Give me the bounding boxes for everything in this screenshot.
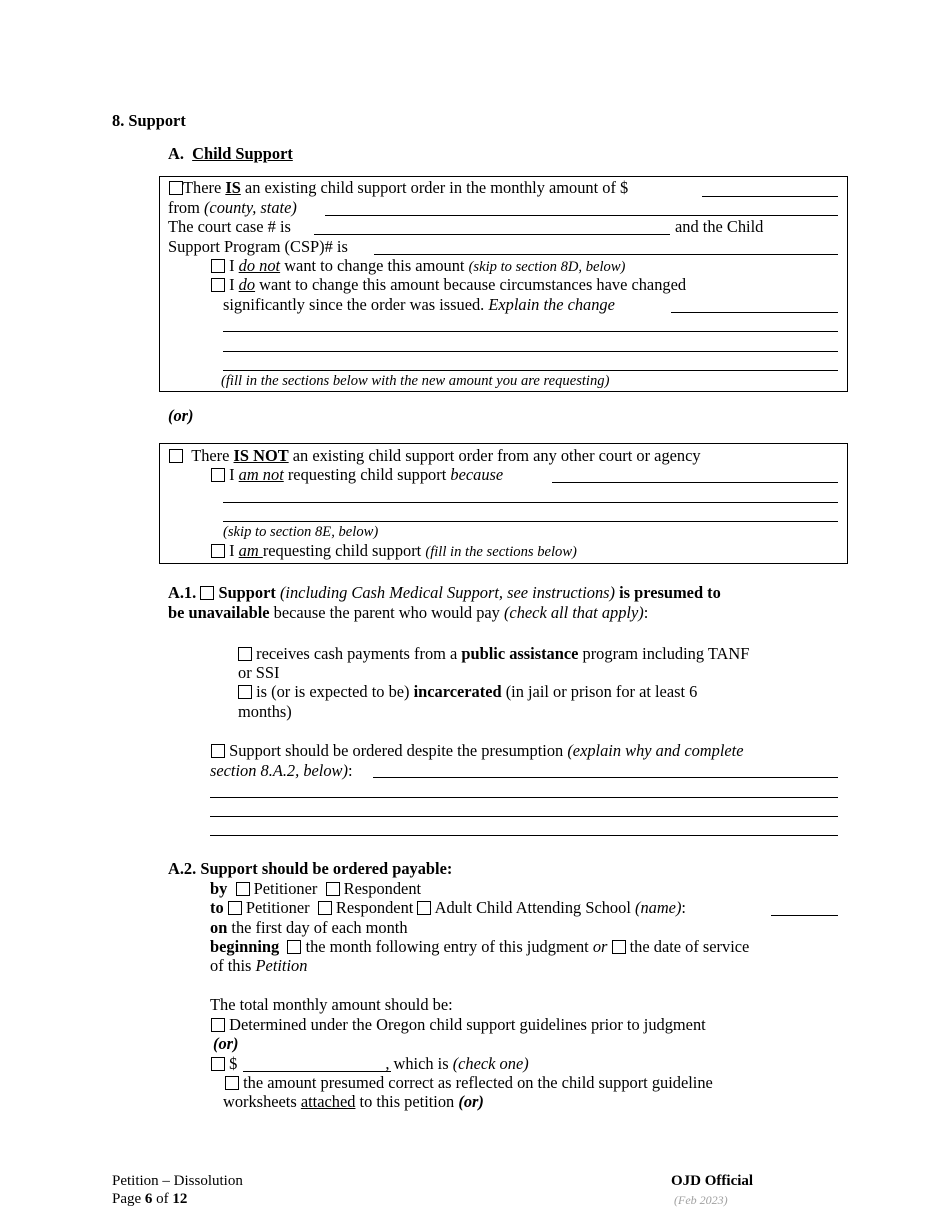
change-checkbox[interactable] xyxy=(211,278,225,292)
footer-date: (Feb 2023) xyxy=(674,1193,728,1207)
child-support-label: and the Child xyxy=(675,217,764,236)
existing-order-row: There IS an existing child support order in the monthly amount of $ xyxy=(169,178,628,198)
to-adult-child-checkbox[interactable] xyxy=(417,901,431,915)
explain-change-line[interactable] xyxy=(223,331,838,332)
beginning-cont: of this Petition xyxy=(210,956,308,975)
footer-page-number: Page 6 of 12 xyxy=(112,1191,188,1207)
county-state-field[interactable] xyxy=(325,215,838,216)
support-unavailable-checkbox[interactable] xyxy=(200,586,214,600)
a1-heading-line2: be unavailable because the parent who would pay (check all that apply): xyxy=(168,603,649,622)
month-following-checkbox[interactable] xyxy=(287,940,301,954)
not-requesting-checkbox[interactable] xyxy=(211,468,225,482)
dollar-amount-checkbox[interactable] xyxy=(211,1057,225,1071)
by-respondent-checkbox[interactable] xyxy=(326,882,340,896)
despite-presumption-checkbox[interactable] xyxy=(211,744,225,758)
incarcerated-cont: months) xyxy=(238,702,292,721)
explain-change-line[interactable] xyxy=(223,351,838,352)
guidelines-option: Determined under the Oregon child support guidelines prior to judgment xyxy=(211,1015,706,1035)
monthly-amount-field[interactable] xyxy=(702,196,838,197)
footer-official: OJD Official xyxy=(671,1173,754,1189)
adult-child-name-field[interactable] xyxy=(771,915,838,916)
subsection-a-heading: A. Child Support xyxy=(168,144,293,163)
existing-order-checkbox[interactable] xyxy=(169,181,183,195)
explain-why-line[interactable] xyxy=(210,797,838,798)
guidelines-checkbox[interactable] xyxy=(211,1018,225,1032)
despite-presumption-option: Support should be ordered despite the presumption (explain why and complete xyxy=(211,741,744,761)
by-petitioner-checkbox[interactable] xyxy=(236,882,250,896)
reason-line[interactable] xyxy=(223,502,838,503)
to-petitioner-checkbox[interactable] xyxy=(228,901,242,915)
public-assistance-checkbox[interactable] xyxy=(238,647,252,661)
presumed-correct-option: the amount presumed correct as reflected on the child support guideline xyxy=(225,1073,713,1093)
public-assistance-cont: or SSI xyxy=(238,663,280,682)
footer-doc-title: Petition – Dissolution xyxy=(112,1173,243,1189)
incarcerated-checkbox[interactable] xyxy=(238,685,252,699)
new-amount-note: (fill in the sections below with the new amount you are requesting) xyxy=(221,373,610,389)
no-change-option: I do not want to change this amount (skip to section 8D, below) xyxy=(211,256,625,277)
county-state-label: from (county, state) xyxy=(168,198,297,217)
explain-why-field[interactable] xyxy=(373,777,838,778)
or-separator: (or) xyxy=(213,1034,239,1053)
section-heading: 8. Support xyxy=(112,111,186,130)
not-requesting-option: I am not requesting child support because xyxy=(211,465,503,485)
presumed-correct-cont: worksheets attached to this petition (or) xyxy=(223,1092,484,1111)
requesting-option: I am requesting child support (fill in the sections below) xyxy=(211,541,577,562)
incarcerated-option: is (or is expected to be) incarcerated (in jail or prison for at least 6 xyxy=(238,682,697,702)
payable-on-row: on the first day of each month xyxy=(210,918,408,937)
no-order-checkbox[interactable] xyxy=(169,449,183,463)
court-case-field[interactable] xyxy=(314,234,670,235)
total-amount-label: The total monthly amount should be: xyxy=(210,995,453,1014)
no-order-row: There IS NOT an existing child support order from any other court or agency xyxy=(169,446,701,466)
court-case-label: The court case # is xyxy=(168,217,291,236)
despite-presumption-cont: section 8.A.2, below): xyxy=(210,761,353,780)
a1-heading: A.1. Support (including Cash Medical Support, see instructions) is presumed to xyxy=(168,583,721,602)
dollar-amount-option: $ , which is (check one) xyxy=(211,1054,529,1074)
a2-heading: A.2. Support should be ordered payable: xyxy=(168,859,453,878)
explain-change-field[interactable] xyxy=(671,312,838,313)
dollar-amount-field[interactable] xyxy=(243,1071,391,1072)
payable-by-row: by Petitioner Respondent xyxy=(210,879,422,898)
reason-field[interactable] xyxy=(552,482,838,483)
public-assistance-option: receives cash payments from a public assistance program including TANF xyxy=(238,644,749,664)
explain-why-line[interactable] xyxy=(210,835,838,836)
beginning-row: beginning the month following entry of this judgment or the date of service xyxy=(210,937,750,956)
change-option: I do want to change this amount because circumstances have changed xyxy=(211,275,686,295)
date-of-service-checkbox[interactable] xyxy=(612,940,626,954)
explain-why-line[interactable] xyxy=(210,816,838,817)
csp-label: Support Program (CSP)# is xyxy=(168,237,348,256)
presumed-correct-checkbox[interactable] xyxy=(225,1076,239,1090)
requesting-checkbox[interactable] xyxy=(211,544,225,558)
skip-note: (skip to section 8E, below) xyxy=(223,524,379,540)
to-respondent-checkbox[interactable] xyxy=(318,901,332,915)
explain-change-label: significantly since the order was issued. Explain the change xyxy=(223,295,615,314)
payable-to-row: to Petitioner Respondent Adult Child Attending School (name): xyxy=(210,898,686,917)
no-change-checkbox[interactable] xyxy=(211,259,225,273)
or-separator: (or) xyxy=(168,406,194,425)
csp-field[interactable] xyxy=(374,254,838,255)
